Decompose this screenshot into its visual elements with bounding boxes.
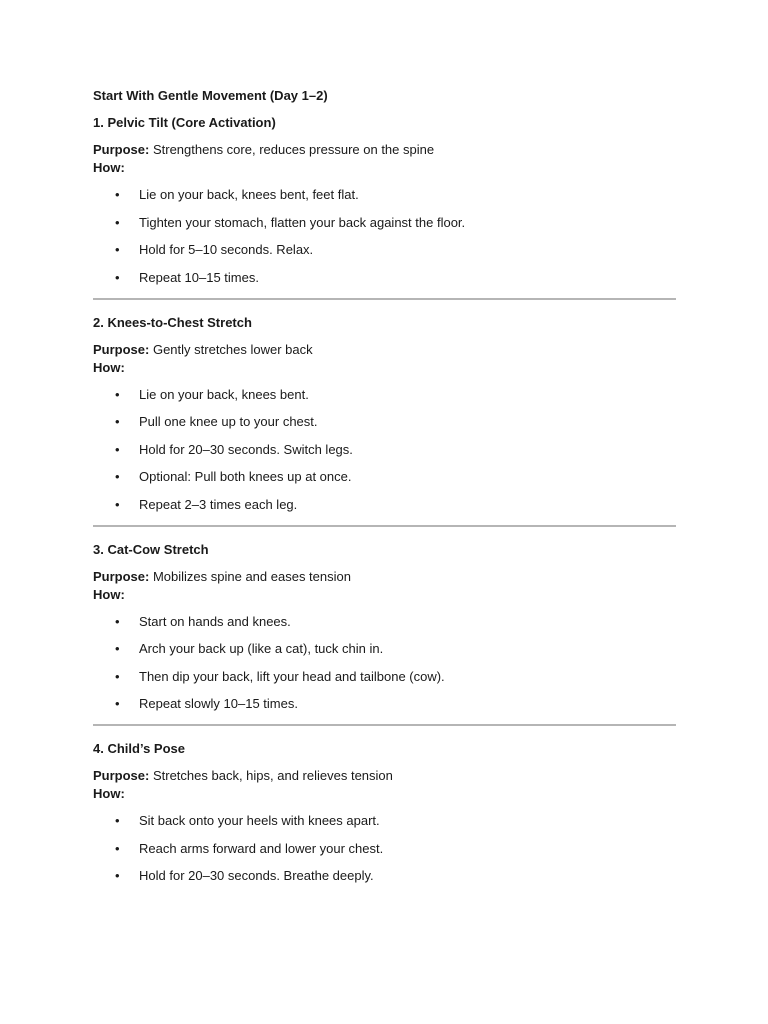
section-pelvic-tilt <box>93 114 676 286</box>
purpose-label: Purpose: <box>93 341 150 357</box>
purpose-label: Purpose: <box>93 142 150 157</box>
step-text: Lie on your back, knees bent. <box>139 386 309 402</box>
list-item <box>93 613 676 630</box>
section-title: 2. Knees-to-Chest Stretch <box>93 314 252 330</box>
purpose-label: Purpose: <box>93 768 150 783</box>
step-text: Tighten your stomach, flatten your back against the floor. <box>139 214 466 230</box>
purpose-text: Strengthens core, reduces pressure on the spine <box>152 142 435 157</box>
section-title: 1. Pelvic Tilt (Core Activation) <box>93 115 276 130</box>
list-item <box>93 241 676 258</box>
list-item <box>93 812 676 829</box>
section-title: 3. Cat-Cow Stretch <box>93 541 209 557</box>
section-divider <box>93 525 676 527</box>
list-item <box>93 867 676 884</box>
steps-list <box>93 812 676 884</box>
step-text: Hold for 5–10 seconds. Relax. <box>139 242 314 257</box>
step-text: Pull one knee up to your chest. <box>139 414 318 429</box>
how-label: How: <box>93 586 125 602</box>
step-text: Lie on your back, knees bent, feet flat. <box>139 187 359 202</box>
list-item <box>93 668 676 685</box>
list-item <box>93 214 676 231</box>
step-text: Hold for 20–30 seconds. Breathe deeply. <box>139 868 374 883</box>
step-text: Then dip your back, lift your head and tailbone (cow). <box>139 668 445 684</box>
step-text: Repeat 2–3 times each leg. <box>139 496 298 512</box>
step-text: Hold for 20–30 seconds. Switch legs. <box>139 441 353 457</box>
list-item <box>93 840 676 857</box>
bullet-icon: • <box>115 214 120 230</box>
step-text: Start on hands and knees. <box>139 613 291 629</box>
section-childs-pose <box>93 740 676 884</box>
bullet-icon: • <box>115 696 120 711</box>
bullet-icon: • <box>115 641 120 656</box>
bullet-icon: • <box>115 386 120 402</box>
how-label: How: <box>93 786 125 801</box>
purpose-line <box>93 341 676 358</box>
list-item <box>93 269 676 286</box>
purpose-line <box>93 568 676 585</box>
step-text: Repeat 10–15 times. <box>139 269 259 285</box>
list-item <box>93 186 676 203</box>
step-text: Repeat slowly 10–15 times. <box>139 696 298 711</box>
purpose-text: Stretches back, hips, and relieves tension <box>152 768 393 783</box>
list-item <box>93 413 676 430</box>
bullet-icon: • <box>115 840 120 856</box>
how-label: How: <box>93 359 125 375</box>
bullet-icon: • <box>115 469 120 484</box>
purpose-line <box>93 767 676 784</box>
step-text: Reach arms forward and lower your chest. <box>139 840 384 856</box>
bullet-icon: • <box>115 613 120 629</box>
section-divider <box>93 724 676 726</box>
section-title: 4. Child’s Pose <box>93 741 185 756</box>
bullet-icon: • <box>115 813 120 828</box>
bullet-icon: • <box>115 868 120 883</box>
steps-list <box>93 386 676 513</box>
step-text: Optional: Pull both knees up at once. <box>139 469 352 484</box>
bullet-icon: • <box>115 496 120 512</box>
step-text: Arch your back up (like a cat), tuck chin in. <box>139 641 384 656</box>
list-item <box>93 496 676 513</box>
document-title: Start With Gentle Movement (Day 1–2) <box>93 88 328 103</box>
section-cat-cow <box>93 541 676 713</box>
purpose-label: Purpose: <box>93 568 150 584</box>
purpose-text: Gently stretches lower back <box>152 341 313 357</box>
bullet-icon: • <box>115 441 120 457</box>
section-divider <box>93 298 676 300</box>
steps-list <box>93 613 676 713</box>
list-item <box>93 640 676 657</box>
list-item <box>93 386 676 403</box>
list-item <box>93 441 676 458</box>
purpose-line <box>93 141 676 158</box>
list-item <box>93 695 676 712</box>
section-knees-to-chest <box>93 314 676 513</box>
step-text: Sit back onto your heels with knees apart. <box>139 813 380 828</box>
purpose-text: Mobilizes spine and eases tension <box>152 568 351 584</box>
how-label: How: <box>93 160 125 175</box>
bullet-icon: • <box>115 269 120 285</box>
bullet-icon: • <box>115 668 120 684</box>
bullet-icon: • <box>115 187 120 202</box>
bullet-icon: • <box>115 414 120 429</box>
steps-list <box>93 186 676 286</box>
list-item <box>93 468 676 485</box>
bullet-icon: • <box>115 242 120 257</box>
document-page <box>93 87 676 895</box>
